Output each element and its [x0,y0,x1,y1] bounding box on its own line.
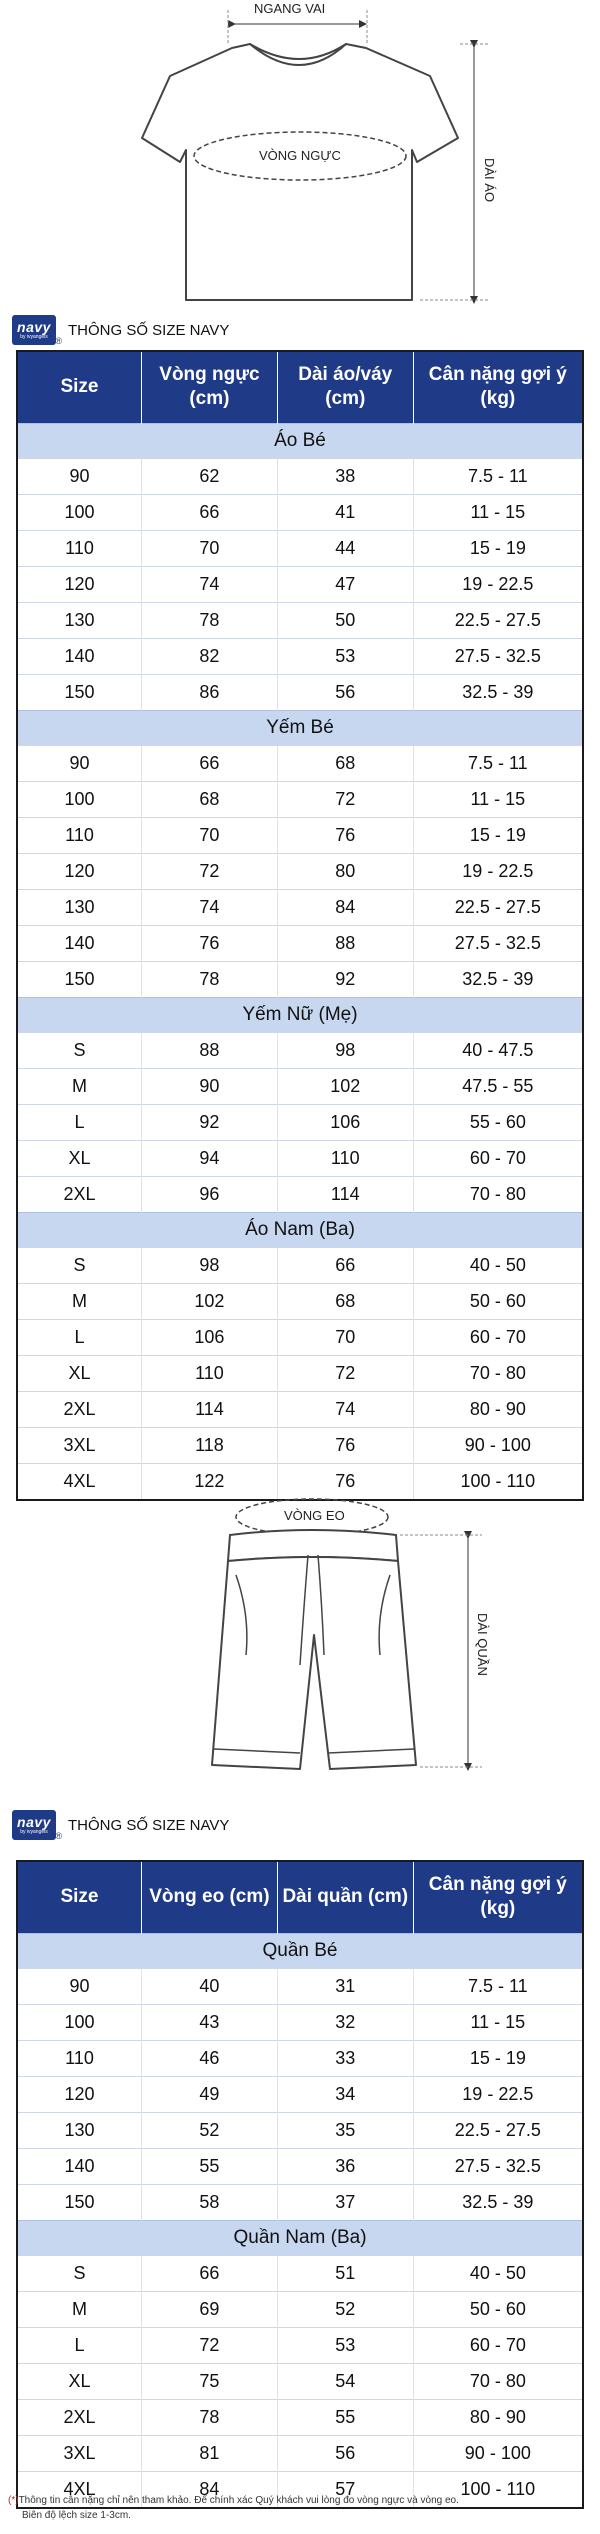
table-row [17,2004,583,2040]
table-row [17,1176,583,1212]
cell-measure-1: 78 [142,2399,278,2435]
header-length: Dài quần (cm) [277,1861,413,1933]
group-title: Áo Nam (Ba) [17,1212,583,1247]
chest-label: VÒNG NGỰC [259,148,341,163]
cell-measure-2: 92 [277,961,413,997]
shirt-length-label: DÀI ÁO [482,158,497,203]
cell-measure-2: 76 [277,1463,413,1500]
cell-weight: 7.5 - 11 [413,1968,583,2004]
cell-measure-1: 40 [142,1968,278,2004]
cell-measure-2: 33 [277,2040,413,2076]
cell-measure-2: 47 [277,566,413,602]
cell-size: 140 [17,2148,142,2184]
cell-size: 2XL [17,1391,142,1427]
cell-weight: 32.5 - 39 [413,2184,583,2220]
cell-weight: 40 - 50 [413,2255,583,2291]
table-row [17,1104,583,1140]
cell-measure-1: 90 [142,1068,278,1104]
cell-measure-2: 41 [277,494,413,530]
group-header-row [17,997,583,1032]
table-row [17,1247,583,1283]
cell-measure-1: 82 [142,638,278,674]
cell-measure-2: 32 [277,2004,413,2040]
cell-size: XL [17,1355,142,1391]
cell-measure-2: 35 [277,2112,413,2148]
navy-logo: navy by ivyangels ® [12,315,56,345]
cell-measure-1: 70 [142,817,278,853]
cell-weight: 100 - 110 [413,2471,583,2508]
cell-measure-2: 88 [277,925,413,961]
shorts-icon [0,1495,600,1795]
table-row [17,2327,583,2363]
table-row [17,1427,583,1463]
cell-measure-1: 72 [142,2327,278,2363]
header-weight: Cân nặng gợi ý (kg) [413,351,583,423]
table-row [17,2148,583,2184]
table-row [17,961,583,997]
cell-weight: 55 - 60 [413,1104,583,1140]
table-row [17,2399,583,2435]
cell-weight: 70 - 80 [413,2363,583,2399]
cell-measure-2: 37 [277,2184,413,2220]
cell-weight: 40 - 50 [413,1247,583,1283]
cell-weight: 27.5 - 32.5 [413,925,583,961]
cell-measure-1: 66 [142,2255,278,2291]
cell-size: S [17,1032,142,1068]
table-row [17,2435,583,2471]
cell-size: 100 [17,2004,142,2040]
cell-size: 120 [17,2076,142,2112]
group-header-row [17,423,583,458]
cell-weight: 80 - 90 [413,2399,583,2435]
cell-size: 110 [17,530,142,566]
cell-weight: 50 - 60 [413,1283,583,1319]
header-chest: Vòng ngực (cm) [142,351,278,423]
cell-measure-1: 75 [142,2363,278,2399]
cell-weight: 15 - 19 [413,530,583,566]
header-weight: Cân nặng gợi ý (kg) [413,1861,583,1933]
navy-logo: navy by ivyangels ® [12,1810,56,1840]
cell-size: 150 [17,674,142,710]
cell-measure-1: 92 [142,1104,278,1140]
cell-weight: 11 - 15 [413,781,583,817]
table-row [17,853,583,889]
cell-size: 140 [17,925,142,961]
shorts-length-label: DÀI QUẦN [475,1613,490,1676]
cell-measure-1: 102 [142,1283,278,1319]
cell-weight: 60 - 70 [413,1319,583,1355]
table-row [17,925,583,961]
table-row [17,1068,583,1104]
cell-measure-1: 114 [142,1391,278,1427]
cell-size: 110 [17,817,142,853]
cell-weight: 27.5 - 32.5 [413,638,583,674]
cell-size: 4XL [17,2471,142,2508]
cell-measure-1: 76 [142,925,278,961]
cell-measure-1: 84 [142,2471,278,2508]
cell-measure-2: 56 [277,2435,413,2471]
cell-measure-1: 69 [142,2291,278,2327]
table-row [17,2184,583,2220]
group-title: Yếm Bé [17,710,583,745]
footnote [8,2493,592,2523]
cell-size: L [17,1319,142,1355]
cell-measure-2: 53 [277,638,413,674]
cell-weight: 70 - 80 [413,1176,583,1212]
cell-measure-2: 114 [277,1176,413,1212]
table-row [17,2076,583,2112]
cell-size: M [17,1068,142,1104]
table-row [17,2363,583,2399]
table-row [17,1355,583,1391]
table-row [17,1319,583,1355]
cell-measure-2: 44 [277,530,413,566]
cell-size: S [17,1247,142,1283]
table-row [17,602,583,638]
cell-measure-1: 74 [142,889,278,925]
cell-weight: 100 - 110 [413,1463,583,1500]
cell-size: 130 [17,2112,142,2148]
cell-weight: 90 - 100 [413,2435,583,2471]
cell-weight: 60 - 70 [413,2327,583,2363]
cell-weight: 22.5 - 27.5 [413,602,583,638]
cell-size: 150 [17,961,142,997]
table-row [17,1283,583,1319]
table-row [17,745,583,781]
cell-measure-1: 66 [142,494,278,530]
cell-weight: 19 - 22.5 [413,566,583,602]
cell-measure-1: 70 [142,530,278,566]
shirt-size-table [16,350,584,1501]
cell-measure-1: 74 [142,566,278,602]
cell-weight: 47.5 - 55 [413,1068,583,1104]
cell-measure-1: 78 [142,961,278,997]
cell-measure-2: 51 [277,2255,413,2291]
cell-weight: 11 - 15 [413,494,583,530]
cell-measure-2: 74 [277,1391,413,1427]
cell-weight: 32.5 - 39 [413,961,583,997]
cell-measure-2: 106 [277,1104,413,1140]
cell-size: 2XL [17,1176,142,1212]
table-row [17,1140,583,1176]
table-row [17,2255,583,2291]
shorts-diagram [0,1495,600,1795]
cell-size: L [17,2327,142,2363]
table-row [17,781,583,817]
cell-weight: 40 - 47.5 [413,1032,583,1068]
cell-size: 150 [17,2184,142,2220]
cell-size: 90 [17,1968,142,2004]
group-header-row [17,1212,583,1247]
cell-size: 90 [17,745,142,781]
cell-measure-1: 86 [142,674,278,710]
shirt-size-heading [12,313,229,347]
cell-measure-2: 76 [277,1427,413,1463]
cell-measure-1: 46 [142,2040,278,2076]
cell-weight: 7.5 - 11 [413,745,583,781]
cell-measure-2: 56 [277,674,413,710]
cell-measure-2: 53 [277,2327,413,2363]
header-length: Dài áo/váy (cm) [277,351,413,423]
cell-size: 100 [17,494,142,530]
cell-measure-2: 55 [277,2399,413,2435]
cell-weight: 27.5 - 32.5 [413,2148,583,2184]
cell-measure-1: 96 [142,1176,278,1212]
cell-size: S [17,2255,142,2291]
cell-size: 4XL [17,1463,142,1500]
cell-weight: 90 - 100 [413,1427,583,1463]
header-size: Size [17,351,142,423]
cell-weight: 22.5 - 27.5 [413,889,583,925]
table-row [17,817,583,853]
cell-weight: 7.5 - 11 [413,458,583,494]
cell-size: M [17,1283,142,1319]
cell-measure-1: 58 [142,2184,278,2220]
cell-weight: 19 - 22.5 [413,853,583,889]
table-row [17,2291,583,2327]
cell-measure-1: 88 [142,1032,278,1068]
cell-weight: 50 - 60 [413,2291,583,2327]
group-title: Quần Bé [17,1933,583,1968]
table-row [17,458,583,494]
cell-measure-2: 72 [277,1355,413,1391]
size-chart-title: THÔNG SỐ SIZE NAVY [68,321,230,339]
cell-measure-2: 102 [277,1068,413,1104]
cell-size: 130 [17,889,142,925]
tshirt-diagram [0,0,600,310]
cell-measure-2: 50 [277,602,413,638]
cell-measure-2: 38 [277,458,413,494]
cell-size: 100 [17,781,142,817]
cell-measure-1: 81 [142,2435,278,2471]
cell-measure-1: 62 [142,458,278,494]
footnote-line-2: Biên độ lệch size 1-3cm. [22,2510,131,2521]
cell-weight: 15 - 19 [413,817,583,853]
cell-weight: 70 - 80 [413,1355,583,1391]
cell-measure-2: 84 [277,889,413,925]
cell-size: 130 [17,602,142,638]
table-row [17,566,583,602]
cell-measure-1: 49 [142,2076,278,2112]
cell-weight: 11 - 15 [413,2004,583,2040]
table-row [17,494,583,530]
group-title: Áo Bé [17,423,583,458]
cell-measure-2: 72 [277,781,413,817]
cell-measure-1: 98 [142,1247,278,1283]
footnote-mark: (*) [8,2495,19,2506]
registered-icon: ® [55,336,62,346]
cell-weight: 32.5 - 39 [413,674,583,710]
table-row [17,1391,583,1427]
header-size: Size [17,1861,142,1933]
cell-weight: 19 - 22.5 [413,2076,583,2112]
footnote-line-1: Thông tin cân nặng chỉ nên tham khảo. Để chính xác Quý khách vui lòng đo vòng ngực và vòng eo. [18,2495,459,2506]
cell-measure-2: 76 [277,817,413,853]
cell-measure-2: 34 [277,2076,413,2112]
cell-measure-2: 98 [277,1032,413,1068]
cell-measure-1: 68 [142,781,278,817]
registered-icon: ® [55,1831,62,1841]
cell-measure-2: 52 [277,2291,413,2327]
size-chart-title: THÔNG SỐ SIZE NAVY [68,1816,230,1834]
group-header-row [17,710,583,745]
cell-weight: 22.5 - 27.5 [413,2112,583,2148]
table-row [17,889,583,925]
cell-size: 120 [17,566,142,602]
cell-measure-2: 70 [277,1319,413,1355]
group-title: Yếm Nữ (Mẹ) [17,997,583,1032]
shoulder-width-label: NGANG VAI [254,1,326,16]
cell-measure-2: 36 [277,2148,413,2184]
cell-size: 90 [17,458,142,494]
group-title: Quần Nam (Ba) [17,2220,583,2255]
cell-size: XL [17,2363,142,2399]
cell-size: XL [17,1140,142,1176]
cell-measure-2: 54 [277,2363,413,2399]
cell-measure-2: 68 [277,745,413,781]
cell-measure-2: 80 [277,853,413,889]
cell-measure-1: 118 [142,1427,278,1463]
table-row [17,2040,583,2076]
waist-label: VÒNG EO [284,1508,345,1523]
table-row [17,1032,583,1068]
table-row [17,530,583,566]
cell-measure-1: 43 [142,2004,278,2040]
cell-weight: 60 - 70 [413,1140,583,1176]
cell-measure-2: 68 [277,1283,413,1319]
shorts-size-table [16,1860,584,2509]
cell-measure-2: 110 [277,1140,413,1176]
cell-measure-2: 57 [277,2471,413,2508]
cell-measure-1: 72 [142,853,278,889]
cell-size: 110 [17,2040,142,2076]
cell-measure-1: 55 [142,2148,278,2184]
cell-size: 3XL [17,2435,142,2471]
shorts-size-heading [12,1808,229,1842]
cell-size: L [17,1104,142,1140]
table-row [17,2112,583,2148]
group-header-row [17,2220,583,2255]
table-row [17,1968,583,2004]
cell-measure-2: 66 [277,1247,413,1283]
group-header-row [17,1933,583,1968]
cell-measure-1: 94 [142,1140,278,1176]
cell-measure-2: 31 [277,1968,413,2004]
table-row [17,674,583,710]
cell-size: 2XL [17,2399,142,2435]
table-row [17,638,583,674]
cell-size: M [17,2291,142,2327]
cell-size: 140 [17,638,142,674]
header-waist: Vòng eo (cm) [142,1861,278,1933]
cell-measure-1: 106 [142,1319,278,1355]
cell-measure-1: 52 [142,2112,278,2148]
cell-measure-1: 122 [142,1463,278,1500]
cell-weight: 80 - 90 [413,1391,583,1427]
cell-weight: 15 - 19 [413,2040,583,2076]
cell-measure-1: 78 [142,602,278,638]
cell-size: 3XL [17,1427,142,1463]
cell-measure-1: 66 [142,745,278,781]
cell-size: 120 [17,853,142,889]
cell-measure-1: 110 [142,1355,278,1391]
